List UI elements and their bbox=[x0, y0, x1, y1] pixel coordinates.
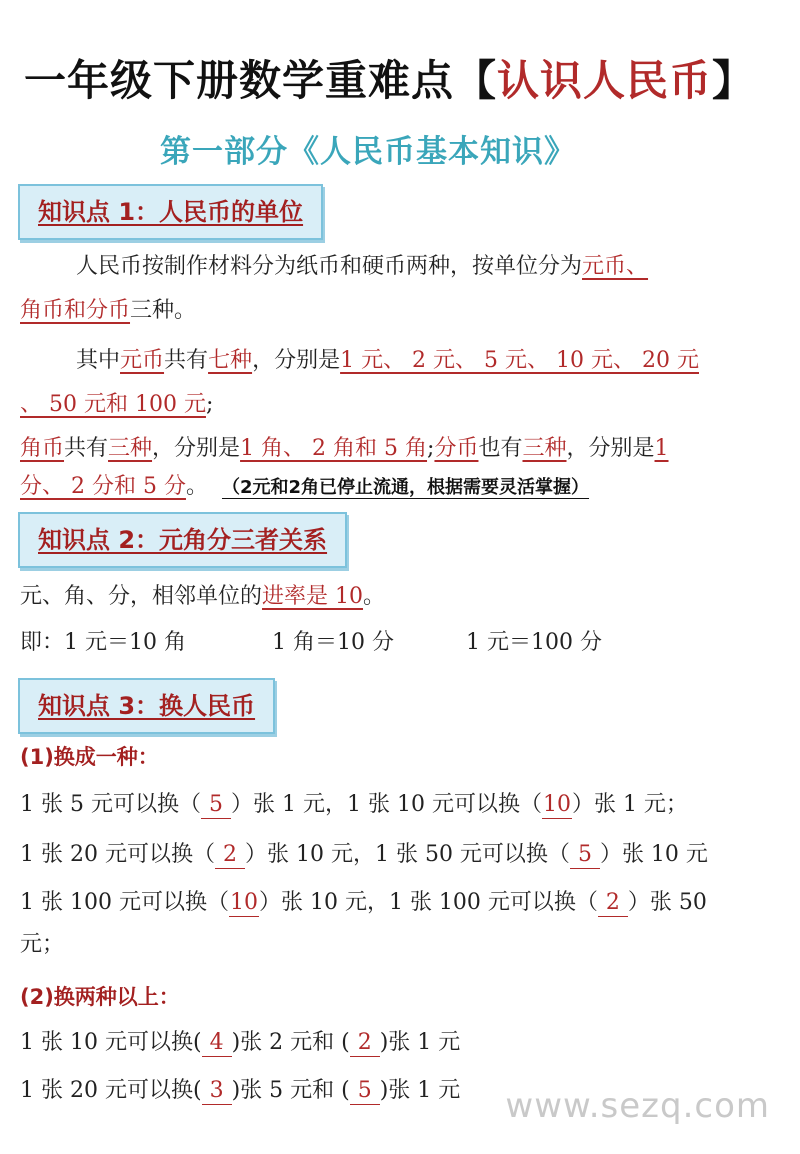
exchange-row-3-cont: 元； bbox=[20, 932, 65, 957]
kp2-eq2: 1 角＝10 分 bbox=[272, 630, 394, 655]
kp3-sub1: (1)换成一种： bbox=[20, 745, 159, 769]
kp1-para2-line2: 、 50 元和 100 元; bbox=[20, 392, 214, 417]
circulation-note: （2元和2角已停止流通，根据需要灵活掌握） bbox=[221, 477, 590, 498]
kp2-eq1: 即：1 元＝10 角 bbox=[20, 630, 186, 655]
kp2-heading: 知识点 2：元角分三者关系 bbox=[38, 526, 328, 554]
kp2-heading-box bbox=[18, 512, 347, 568]
kp2-line1: 元、角、分，相邻单位的进率是 10。 bbox=[20, 584, 386, 609]
exchange-row-2: 1 张 20 元可以换（ 2 ）张 10 元，1 张 50 元可以换（ 5 ）张 10 元 bbox=[20, 842, 708, 867]
kp1-para1-line2: 角币和分币三种。 bbox=[20, 298, 197, 323]
exchange-row-1: 1 张 5 元可以换（ 5 ）张 1 元，1 张 10 元可以换（10）张 1 元； bbox=[20, 792, 688, 817]
exchange-row-4: 1 张 10 元可以换( 4 )张 2 元和 ( 2 )张 1 元 bbox=[20, 1030, 461, 1055]
kp3-heading-box bbox=[18, 678, 275, 734]
kp1-para3-line2: 分、 2 分和 5 分。 （2元和2角已停止流通，根据需要灵活掌握） bbox=[20, 474, 590, 499]
exchange-row-5: 1 张 20 元可以换( 3 )张 5 元和 ( 5 )张 1 元 bbox=[20, 1078, 461, 1103]
kp1-para2-line1: 其中元币共有七种，分别是1 元、 2 元、 5 元、 10 元、 20 元 bbox=[76, 348, 699, 373]
kp1-heading: 知识点 1：人民币的单位 bbox=[38, 198, 304, 226]
kp2-eq3: 1 元＝100 分 bbox=[466, 630, 602, 655]
kp1-para1-line1: 人民币按制作材料分为纸币和硬币两种，按单位分为元币、 bbox=[76, 254, 649, 279]
kp1-heading-box bbox=[18, 184, 323, 240]
kp1-para3-line1: 角币共有三种，分别是1 角、 2 角和 5 角;分币也有三种，分别是1 bbox=[20, 436, 669, 461]
watermark: www.sezq.com bbox=[505, 1086, 770, 1126]
exchange-row-3: 1 张 100 元可以换（10）张 10 元，1 张 100 元可以换（ 2 ）张 50 bbox=[20, 890, 707, 915]
title-accent: 认识人民币 bbox=[497, 56, 713, 105]
page-title: 一年级下册数学重难点【认识人民币】 bbox=[24, 56, 756, 105]
kp3-heading: 知识点 3：换人民币 bbox=[38, 692, 256, 720]
kp3-sub2: (2)换两种以上： bbox=[20, 985, 180, 1009]
section-subtitle: 第一部分《人民币基本知识》 bbox=[160, 134, 576, 170]
